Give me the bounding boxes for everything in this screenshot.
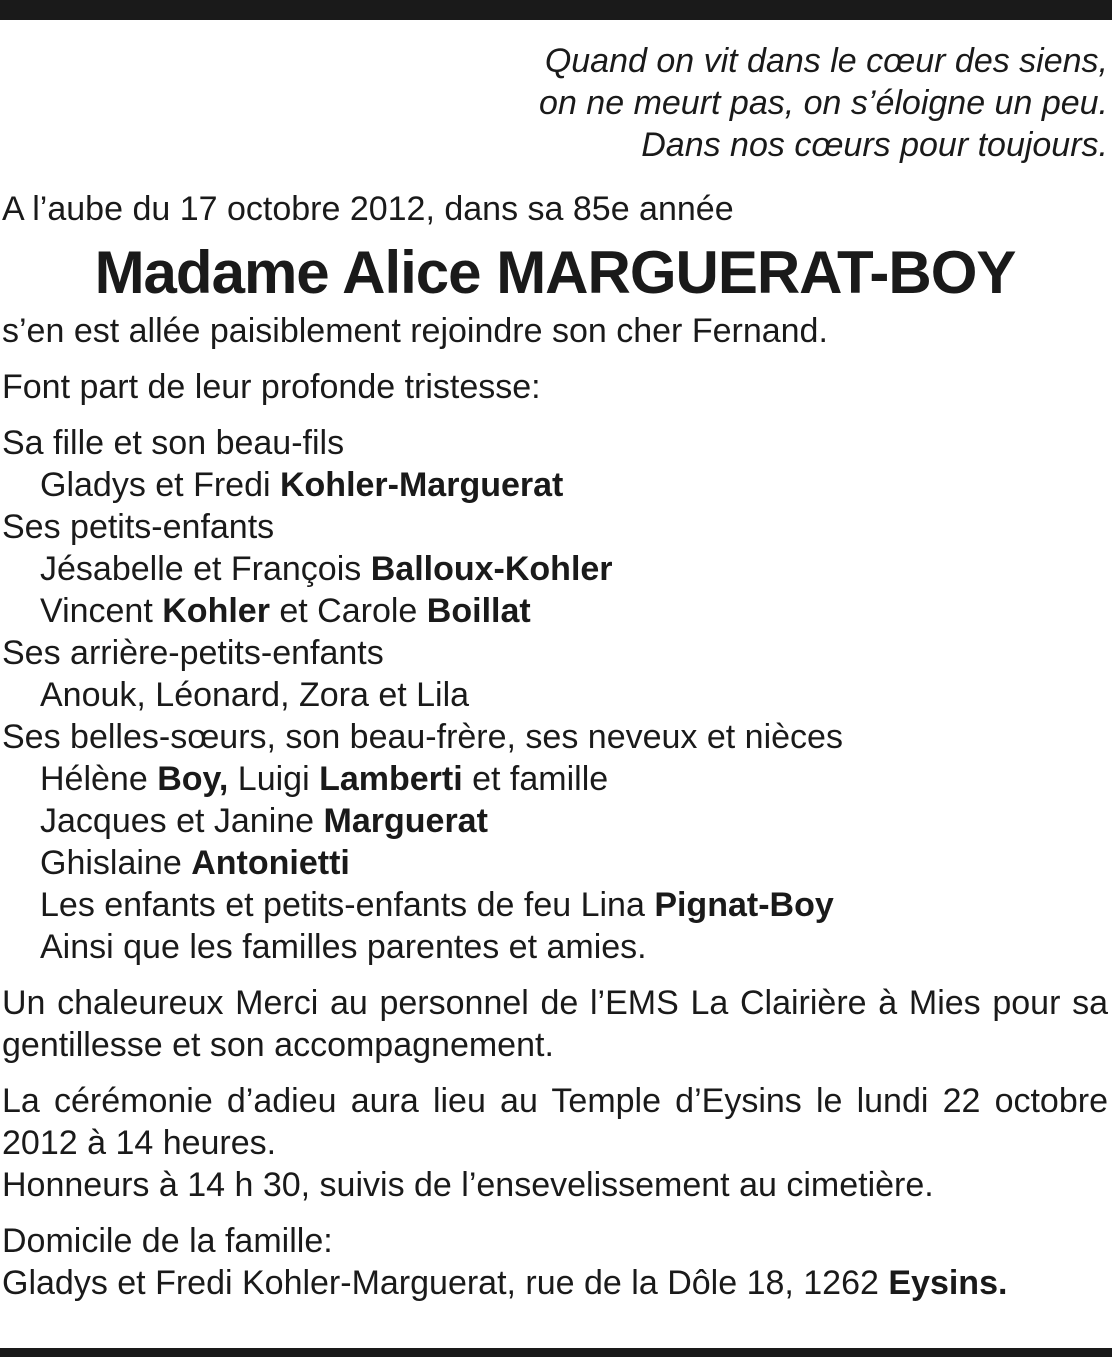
epigraph-line-1: Quand on vit dans le cœur des siens, [544,42,1108,80]
inlaws-entry-5: Ainsi que les familles parentes et amies. [40,928,647,966]
great-grandchildren-entry: Anouk, Léonard, Zora et Lila [40,676,470,714]
announce-line: Font part de leur profonde tristesse: [2,368,541,406]
inlaws-entry-2: Jacques et Janine Marguerat [40,802,488,840]
epigraph [2,40,1108,166]
top-rule [0,0,1112,20]
ceremony-paragraph: La cérémonie d’adieu aura lieu au Temple d’Eysins le lundi 22 octobre 2012 à 14 heures. [2,1082,1108,1162]
family-list [2,422,1108,968]
bottom-rule [0,1348,1112,1357]
thanks-paragraph: Un chaleureux Merci au personnel de l’EMS La Clairière à Mies pour sa gentillesse et son accompagnement. [2,984,1108,1064]
grandchild-entry-1: Jésabelle et François Balloux-Kohler [40,550,613,588]
inlaws-label: Ses belles-sœurs, son beau-frère, ses neveux et nièces [2,718,843,756]
daughter-entry: Gladys et Fredi Kohler-Marguerat [40,466,564,504]
epigraph-line-2: on ne meurt pas, on s’éloigne un peu. [539,84,1108,122]
notice-content [2,40,1108,1304]
inlaws-entry-1: Hélène Boy, Luigi Lamberti et famille [40,760,609,798]
domicile-address: Gladys et Fredi Kohler-Marguerat, rue de la Dôle 18, 1262 Eysins. [2,1264,1008,1302]
inlaws-entry-4: Les enfants et petits-enfants de feu Lina Pignat-Boy [40,886,834,924]
honours-line: Honneurs à 14 h 30, suivis de l’ensevelissement au cimetière. [2,1166,934,1204]
intro-line: A l’aube du 17 octobre 2012, dans sa 85e année [2,190,734,228]
inlaws-entry-3: Ghislaine Antonietti [40,844,350,882]
domicile-label: Domicile de la famille: [2,1222,333,1260]
great-grandchildren-label: Ses arrière-petits-enfants [2,634,384,672]
epigraph-line-3: Dans nos cœurs pour toujours. [641,126,1108,164]
daughter-label: Sa fille et son beau-fils [2,424,345,462]
grandchild-entry-2: Vincent Kohler et Carole Boillat [40,592,531,630]
deceased-name: Madame Alice MARGUERAT-BOY [94,239,1016,306]
departed-line: s’en est allée paisiblement rejoindre son cher Fernand. [2,312,828,350]
grandchildren-label: Ses petits-enfants [2,508,275,546]
